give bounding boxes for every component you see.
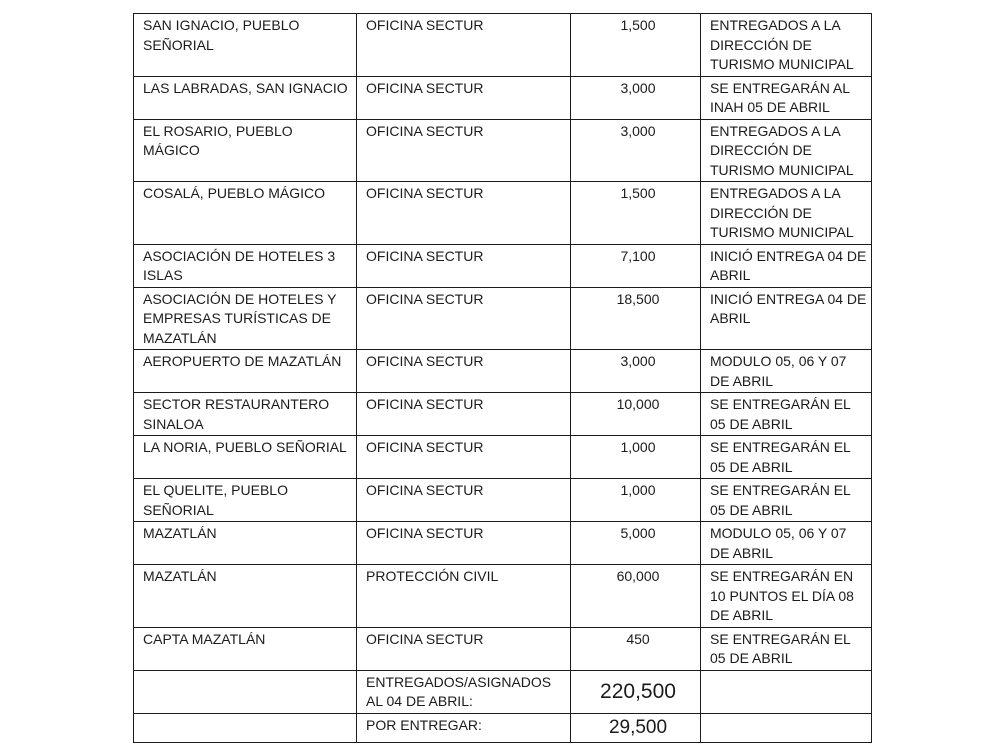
cell-quantity: 60,000 <box>571 565 701 628</box>
table-row <box>134 479 872 522</box>
table-row <box>134 76 872 119</box>
table-body <box>134 14 872 743</box>
cell-office: OFICINA SECTUR <box>357 119 571 182</box>
cell-status: SE ENTREGARÁN AL INAH 05 DE ABRIL <box>701 76 872 119</box>
cell-office: OFICINA SECTUR <box>357 244 571 287</box>
cell-quantity: 1,000 <box>571 436 701 479</box>
cell-quantity: 3,000 <box>571 119 701 182</box>
cell-location: MAZATLÁN <box>134 522 357 565</box>
cell-empty <box>134 670 357 713</box>
cell-office: OFICINA SECTUR <box>357 393 571 436</box>
cell-status: MODULO 05, 06 Y 07 DE ABRIL <box>701 350 872 393</box>
cell-status: INICIÓ ENTREGA 04 DE ABRIL <box>701 244 872 287</box>
cell-office: PROTECCIÓN CIVIL <box>357 565 571 628</box>
table-row <box>134 522 872 565</box>
cell-quantity: 10,000 <box>571 393 701 436</box>
cell-office: OFICINA SECTUR <box>357 627 571 670</box>
table-row <box>134 244 872 287</box>
cell-quantity: 7,100 <box>571 244 701 287</box>
cell-status: ENTREGADOS A LA DIRECCIÓN DE TURISMO MUNICIPAL <box>701 182 872 245</box>
cell-quantity: 3,000 <box>571 76 701 119</box>
cell-status: SE ENTREGARÁN EL 05 DE ABRIL <box>701 479 872 522</box>
cell-quantity: 1,500 <box>571 182 701 245</box>
summary-row <box>134 713 872 742</box>
cell-office: OFICINA SECTUR <box>357 522 571 565</box>
cell-status: MODULO 05, 06 Y 07 DE ABRIL <box>701 522 872 565</box>
table-row <box>134 119 872 182</box>
cell-location: ASOCIACIÓN DE HOTELES Y EMPRESAS TURÍSTICAS DE MAZATLÁN <box>134 287 357 350</box>
cell-location: LAS LABRADAS, SAN IGNACIO <box>134 76 357 119</box>
cell-office: OFICINA SECTUR <box>357 436 571 479</box>
cell-empty <box>134 713 357 742</box>
cell-office: OFICINA SECTUR <box>357 479 571 522</box>
cell-office: OFICINA SECTUR <box>357 182 571 245</box>
cell-status: SE ENTREGARÁN EL 05 DE ABRIL <box>701 627 872 670</box>
cell-location: EL ROSARIO, PUEBLO MÁGICO <box>134 119 357 182</box>
cell-status: SE ENTREGARÁN EN 10 PUNTOS EL DÍA 08 DE ABRIL <box>701 565 872 628</box>
cell-quantity: 450 <box>571 627 701 670</box>
summary-row <box>134 670 872 713</box>
table-row <box>134 350 872 393</box>
delivery-table <box>133 13 872 743</box>
cell-summary-value: 29,500 <box>571 713 701 742</box>
cell-quantity: 1,000 <box>571 479 701 522</box>
cell-status: ENTREGADOS A LA DIRECCIÓN DE TURISMO MUNICIPAL <box>701 14 872 77</box>
cell-quantity: 3,000 <box>571 350 701 393</box>
cell-office: OFICINA SECTUR <box>357 350 571 393</box>
cell-summary-label: POR ENTREGAR: <box>357 713 571 742</box>
table-row <box>134 565 872 628</box>
table-row <box>134 287 872 350</box>
cell-status: INICIÓ ENTREGA 04 DE ABRIL <box>701 287 872 350</box>
cell-status: SE ENTREGARÁN EL 05 DE ABRIL <box>701 393 872 436</box>
cell-location: SECTOR RESTAURANTERO SINALOA <box>134 393 357 436</box>
cell-quantity: 18,500 <box>571 287 701 350</box>
cell-quantity: 1,500 <box>571 14 701 77</box>
cell-location: SAN IGNACIO, PUEBLO SEÑORIAL <box>134 14 357 77</box>
cell-summary-label: ENTREGADOS/ASIGNADOS AL 04 DE ABRIL: <box>357 670 571 713</box>
cell-summary-value: 220,500 <box>571 670 701 713</box>
cell-location: MAZATLÁN <box>134 565 357 628</box>
cell-office: OFICINA SECTUR <box>357 287 571 350</box>
table-row <box>134 436 872 479</box>
table-row <box>134 182 872 245</box>
cell-location: COSALÁ, PUEBLO MÁGICO <box>134 182 357 245</box>
cell-quantity: 5,000 <box>571 522 701 565</box>
table-row <box>134 627 872 670</box>
cell-office: OFICINA SECTUR <box>357 76 571 119</box>
cell-empty <box>701 670 872 713</box>
cell-empty <box>701 713 872 742</box>
cell-location: CAPTA MAZATLÁN <box>134 627 357 670</box>
cell-status: SE ENTREGARÁN EL 05 DE ABRIL <box>701 436 872 479</box>
table-row <box>134 14 872 77</box>
cell-location: EL QUELITE, PUEBLO SEÑORIAL <box>134 479 357 522</box>
cell-location: ASOCIACIÓN DE HOTELES 3 ISLAS <box>134 244 357 287</box>
cell-office: OFICINA SECTUR <box>357 14 571 77</box>
table-row <box>134 393 872 436</box>
cell-location: AEROPUERTO DE MAZATLÁN <box>134 350 357 393</box>
cell-location: LA NORIA, PUEBLO SEÑORIAL <box>134 436 357 479</box>
cell-status: ENTREGADOS A LA DIRECCIÓN DE TURISMO MUNICIPAL <box>701 119 872 182</box>
